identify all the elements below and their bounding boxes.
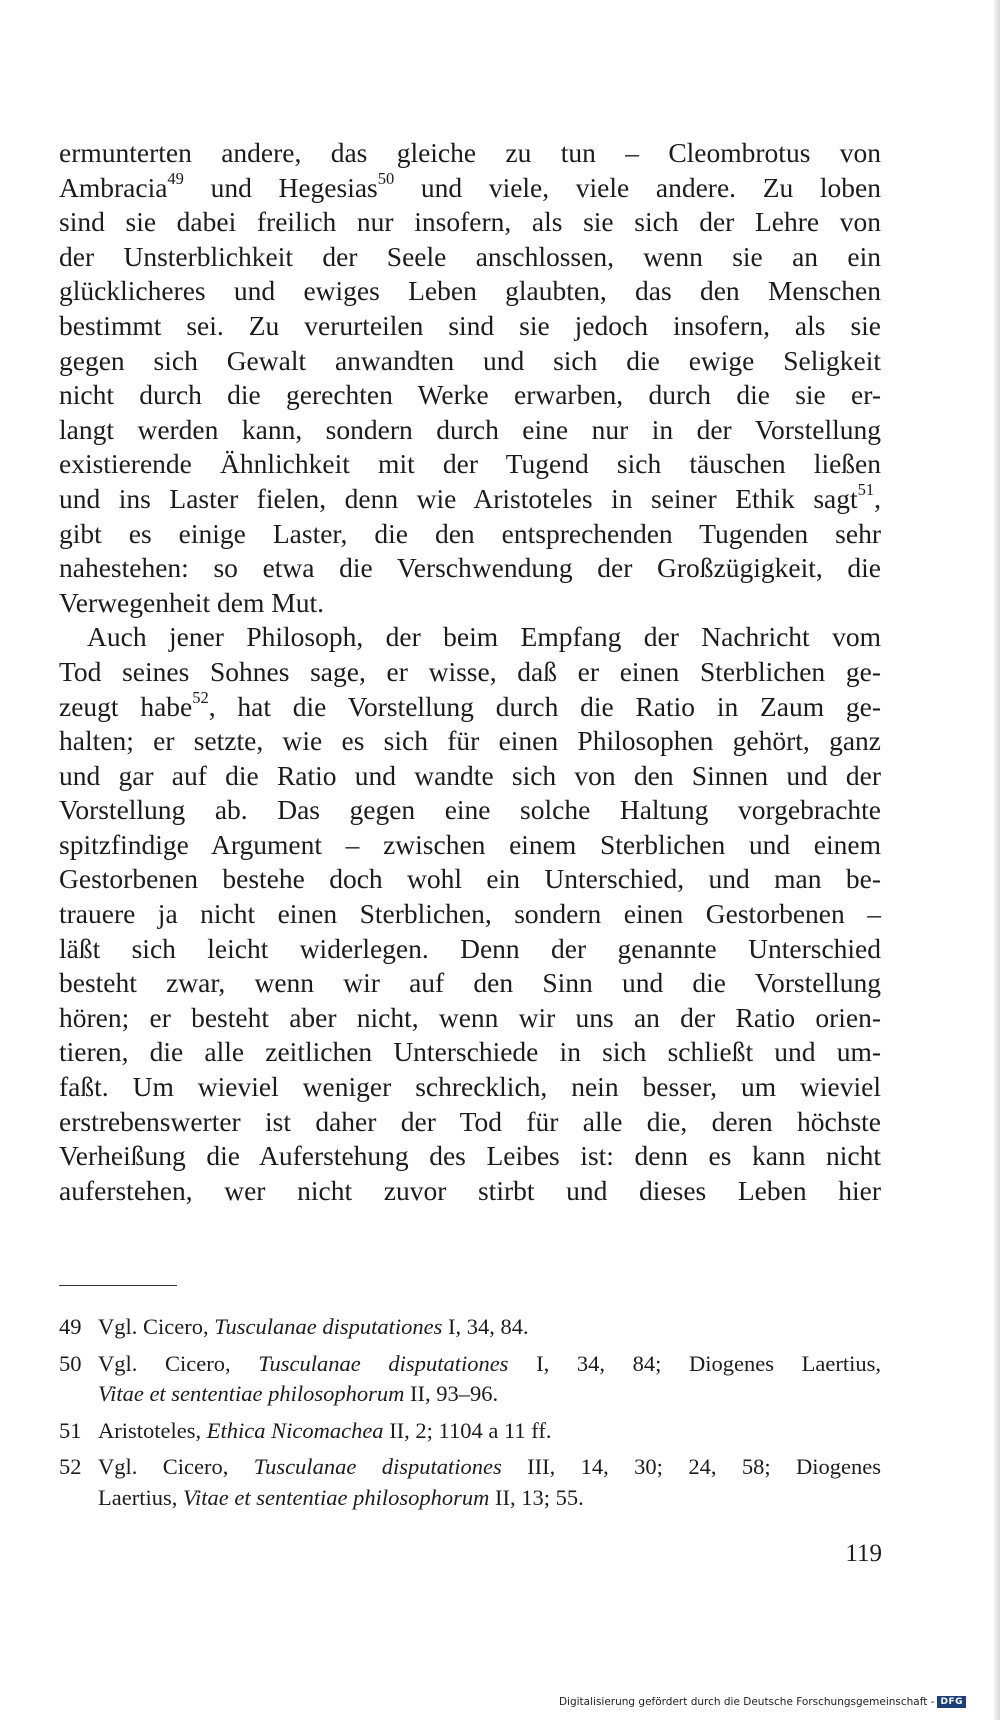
work-title: Tusculanae disputationes bbox=[214, 1314, 443, 1339]
text-run: nahestehen: so etwa die Verschwendung der Großzügigkeit, die bbox=[59, 552, 881, 584]
footnote-line bbox=[98, 1312, 881, 1343]
footnote bbox=[59, 1312, 881, 1343]
text-run: halten; er setzte, wie es sich für einen Philosophen gehört, ganz bbox=[59, 725, 881, 757]
footnote-line bbox=[98, 1483, 881, 1514]
text-line bbox=[59, 759, 881, 794]
footnote-line bbox=[98, 1452, 881, 1483]
text-line bbox=[59, 724, 881, 759]
page-edge bbox=[994, 0, 1000, 1720]
text-run: Verwegenheit dem Mut. bbox=[59, 586, 324, 618]
text-run: Aristoteles, bbox=[98, 1417, 207, 1443]
text-line bbox=[59, 793, 881, 828]
text-run: Vorstellung ab. Das gegen eine solche Haltung vorgebrachte bbox=[59, 794, 881, 826]
text-line bbox=[59, 378, 881, 413]
text-line bbox=[59, 897, 881, 932]
text-line bbox=[59, 1174, 881, 1209]
text-run: Auch jener Philosoph, der beim Empfang der Nachricht vom bbox=[87, 621, 881, 653]
text-run: und viele, viele andere. Zu loben bbox=[394, 171, 881, 203]
text-line bbox=[59, 309, 881, 344]
body-text bbox=[59, 136, 881, 1208]
text-run: und Hegesias bbox=[183, 171, 378, 203]
text-line bbox=[59, 1001, 881, 1036]
text-run: , hat die Vorstellung durch die Ratio in Zaum ge- bbox=[208, 690, 882, 722]
text-line bbox=[59, 586, 881, 621]
footnote-number: 49 bbox=[59, 1314, 82, 1339]
text-line bbox=[59, 274, 881, 309]
text-line bbox=[59, 932, 881, 967]
text-run: Laertius, bbox=[98, 1484, 183, 1510]
text-line bbox=[59, 136, 881, 171]
text-run: Vgl. Cicero, bbox=[98, 1314, 215, 1339]
footnote-number: 52 bbox=[59, 1454, 82, 1479]
funding-note bbox=[559, 1696, 966, 1708]
text-run: spitzfindige Argument – zwischen einem Sterblichen und einem bbox=[59, 828, 881, 860]
text-run: erstrebenswerter ist daher der Tod für alle die, deren höchste bbox=[59, 1105, 881, 1137]
text-run: gegen sich Gewalt anwandten und sich die ewige Seligkeit bbox=[59, 344, 881, 376]
text-run: langt werden kann, sondern durch eine nur in der Vorstellung bbox=[59, 413, 881, 445]
text-line bbox=[59, 168, 881, 206]
footnote-number: 50 bbox=[59, 1350, 82, 1376]
text-run: nicht durch die gerechten Werke erwarben, durch die sie er- bbox=[59, 379, 881, 411]
text-run: II, 93–96. bbox=[404, 1381, 499, 1406]
text-run: gibt es einige Laster, die den entsprechenden Tugenden sehr bbox=[59, 517, 881, 549]
footnote bbox=[59, 1416, 881, 1447]
text-run: sind sie dabei freilich nur insofern, als sie sich der Lehre von bbox=[59, 206, 881, 238]
text-line bbox=[59, 687, 882, 725]
text-line bbox=[59, 862, 881, 897]
text-line bbox=[59, 620, 881, 655]
text-run: II, 13; 55. bbox=[489, 1484, 584, 1510]
footnote-ref: 51 bbox=[857, 480, 875, 500]
text-run: läßt sich leicht widerlegen. Denn der genannte Unterschied bbox=[59, 932, 881, 964]
footnote bbox=[59, 1349, 881, 1410]
work-title: Tusculanae disputationes bbox=[258, 1350, 509, 1376]
text-run: III, 14, 30; 24, 58; Diogenes bbox=[501, 1454, 881, 1479]
text-run: Verheißung die Auferstehung des Leibes ist: denn es kann nicht bbox=[59, 1140, 881, 1172]
footnote bbox=[59, 1452, 881, 1513]
text-run: Ambracia bbox=[59, 171, 168, 203]
text-line bbox=[59, 344, 881, 379]
text-line bbox=[59, 240, 881, 275]
text-line bbox=[59, 482, 881, 517]
text-run: zeugt habe bbox=[59, 690, 193, 722]
text-line bbox=[59, 1035, 881, 1070]
text-line bbox=[59, 828, 881, 863]
footnote-line bbox=[98, 1416, 881, 1447]
footnote-number: 51 bbox=[59, 1417, 82, 1443]
text-run: , bbox=[874, 482, 881, 514]
text-run: faßt. Um wieviel weniger schrecklich, nein besser, um wieviel bbox=[59, 1071, 881, 1103]
page-number: 119 bbox=[845, 1540, 882, 1567]
text-line bbox=[59, 447, 881, 482]
text-line bbox=[59, 1139, 881, 1174]
text-run: existierende Ähnlichkeit mit der Tugend sich täuschen ließen bbox=[59, 448, 881, 480]
footnote-separator bbox=[59, 1285, 177, 1286]
text-run: I, 34, 84. bbox=[442, 1314, 529, 1339]
text-run: bestimmt sei. Zu verurteilen sind sie jedoch insofern, als sie bbox=[59, 309, 881, 341]
text-run: hören; er besteht aber nicht, wenn wir uns an der Ratio orien- bbox=[59, 1001, 881, 1033]
text-run: tieren, die alle zeitlichen Unterschiede in sich schließt und um- bbox=[59, 1036, 881, 1068]
text-line bbox=[59, 205, 881, 240]
text-line bbox=[59, 966, 881, 1001]
text-run: trauere ja nicht einen Sterblichen, sondern einen Gestorbenen – bbox=[59, 898, 881, 930]
work-title: Vitae et sententiae philosophorum bbox=[98, 1381, 405, 1406]
text-line bbox=[59, 1070, 881, 1105]
footnote-ref: 52 bbox=[192, 687, 209, 707]
text-run: Tod seines Sohnes sage, er wisse, daß er einen Sterblichen ge- bbox=[59, 655, 881, 687]
footnote-line bbox=[98, 1349, 881, 1380]
text-line bbox=[59, 1105, 881, 1140]
footnote-line bbox=[98, 1379, 881, 1410]
funding-note-text: Digitalisierung gefördert durch die Deutsche Forschungsgemeinschaft - bbox=[558, 1696, 935, 1708]
text-line bbox=[59, 517, 881, 552]
text-run: ermunterten andere, das gleiche zu tun – Cleombrotus von bbox=[59, 137, 881, 168]
text-run: Vgl. Cicero, bbox=[98, 1350, 259, 1376]
work-title: Vitae et sententiae philosophorum bbox=[182, 1484, 490, 1510]
footnote-ref: 49 bbox=[167, 168, 184, 188]
work-title: Ethica Nicomachea bbox=[206, 1417, 384, 1443]
text-run: II, 2; 1104 a 11 ff. bbox=[383, 1417, 552, 1443]
footnote-ref: 50 bbox=[377, 168, 395, 188]
text-run: und gar auf die Ratio und wandte sich von den Sinnen und der bbox=[59, 759, 881, 791]
text-line bbox=[59, 551, 881, 586]
dfg-logo: DFG bbox=[937, 1696, 966, 1708]
footnotes bbox=[59, 1312, 881, 1519]
text-run: Vgl. Cicero, bbox=[98, 1454, 254, 1479]
work-title: Tusculanae disputationes bbox=[253, 1454, 502, 1479]
text-run: Gestorbenen bestehe doch wohl ein Unterschied, und man be- bbox=[59, 863, 881, 895]
text-run: auferstehen, wer nicht zuvor stirbt und dieses Leben hier bbox=[59, 1174, 881, 1206]
text-run: glücklicheres und ewiges Leben glaubten, das den Menschen bbox=[59, 275, 881, 307]
text-line bbox=[59, 655, 881, 690]
text-run: und ins Laster fielen, denn wie Aristoteles in seiner Ethik sagt bbox=[59, 482, 858, 514]
text-line bbox=[59, 413, 881, 448]
text-run: der Unsterblichkeit der Seele anschlossen, wenn sie an ein bbox=[59, 240, 881, 272]
text-run: I, 34, 84; Diogenes Laertius, bbox=[508, 1350, 881, 1376]
text-run: besteht zwar, wenn wir auf den Sinn und die Vorstellung bbox=[59, 967, 881, 999]
